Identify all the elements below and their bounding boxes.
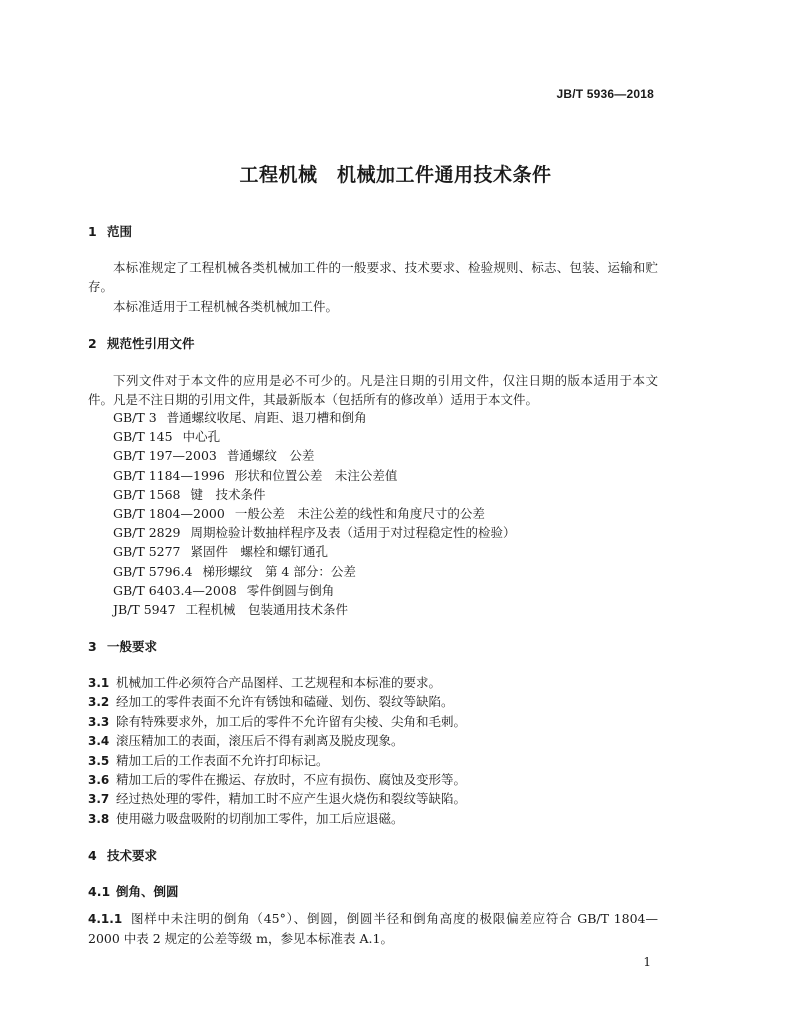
general-requirements-list — [88, 673, 466, 828]
clause-text: 除有特殊要求外，加工后的零件不允许留有尖棱、尖角和毛刺。 — [116, 713, 467, 729]
clause-number: 3.5 — [88, 753, 110, 768]
reference-title: 形状和位置公差 未注公差值 — [234, 467, 398, 483]
section-number: 1 — [88, 224, 97, 239]
reference-list — [113, 408, 516, 619]
clause-4-1-1 — [88, 909, 658, 948]
reference-code: GB/T 1804—2000 — [113, 505, 225, 521]
section-number: 4 — [88, 848, 97, 863]
clause-number: 4.1.1 — [88, 912, 123, 926]
clause-text: 机械加工件必须符合产品图样、工艺规程和本标准的要求。 — [116, 675, 442, 690]
clause-item — [88, 692, 466, 711]
subsection-number: 4.1 — [88, 884, 111, 899]
section-number: 3 — [88, 639, 97, 654]
document-title: 工程机械 机械加工件通用技术条件 — [239, 164, 552, 186]
section-title: 范围 — [107, 224, 133, 239]
reference-title: 梯形螺纹 第 4 部分：公差 — [202, 563, 356, 579]
section-4-heading — [88, 846, 157, 864]
reference-code: GB/T 5796.4 — [113, 563, 193, 579]
clause-text: 使用磁力吸盘吸附的切削加工零件，加工后应退磁。 — [116, 810, 404, 826]
reference-title: 工程机械 包装通用技术条件 — [185, 601, 349, 617]
reference-item — [113, 504, 516, 523]
reference-title: 普通螺纹收尾、肩距、退刀槽和倒角 — [166, 410, 367, 425]
clause-number: 3.8 — [88, 811, 110, 826]
reference-code: GB/T 1568 — [113, 486, 181, 502]
section-number: 2 — [88, 336, 97, 351]
reference-code: GB/T 145 — [113, 429, 173, 445]
clause-text: 滚压精加工的表面，滚压后不得有剥离及脱皮现象。 — [116, 733, 404, 749]
reference-code: GB/T 2829 — [113, 525, 181, 541]
references-intro: 下列文件对于本文件的应用是必不可少的。凡是注日期的引用文件，仅注日期的版本适用于本文件。凡是不注日期的引用文件，其最新版本（包括所有的修改单）适用于本文件。 — [88, 373, 658, 407]
reference-title: 键 技术条件 — [190, 486, 266, 502]
reference-item — [113, 446, 516, 465]
reference-item — [113, 581, 516, 600]
page-number: 1 — [643, 955, 651, 969]
reference-item — [113, 427, 516, 446]
reference-code: GB/T 197—2003 — [113, 448, 217, 464]
reference-title: 一般公差 未注公差的线性和角度尺寸的公差 — [234, 505, 485, 521]
reference-item — [113, 408, 516, 427]
clause-item — [88, 789, 466, 808]
clause-text: 经加工的零件表面不允许有锈蚀和磕碰、划伤、裂纹等缺陷。 — [116, 694, 454, 710]
section-2-heading — [88, 334, 195, 352]
clause-text: 经过热处理的零件，精加工时不应产生退火烧伤和裂纹等缺陷。 — [116, 791, 467, 807]
clause-number: 3.3 — [88, 714, 110, 729]
reference-item — [113, 562, 516, 581]
clause-item — [88, 809, 466, 828]
section-3-heading — [88, 637, 157, 655]
subsection-title: 倒角、倒圆 — [116, 884, 179, 899]
section-title: 技术要求 — [107, 848, 158, 863]
clause-item — [88, 770, 466, 789]
reference-item — [113, 466, 516, 485]
reference-code: GB/T 1184—1996 — [113, 467, 225, 483]
clause-item — [88, 751, 466, 770]
reference-code: GB/T 5277 — [113, 544, 181, 560]
scope-paragraph-1: 本标准规定了工程机械各类机械加工件的一般要求、技术要求、检验规则、标志、包装、运输和贮存。 — [88, 260, 658, 294]
scope-paragraph-2: 本标准适用于工程机械各类机械加工件。 — [113, 299, 339, 314]
reference-title: 中心孔 — [182, 429, 221, 445]
clause-number: 3.7 — [88, 792, 110, 807]
reference-code: GB/T 6403.4—2008 — [113, 582, 237, 598]
section-1-heading — [88, 222, 132, 240]
reference-title: 普通螺纹 公差 — [226, 448, 315, 464]
clause-text: 精加工后的零件在搬运、存放时，不应有损伤、腐蚀及变形等。 — [116, 771, 467, 787]
reference-code: GB/T 3 — [113, 410, 157, 425]
reference-item — [113, 523, 516, 542]
clause-number: 3.6 — [88, 772, 110, 787]
clause-item — [88, 731, 466, 750]
reference-item — [113, 485, 516, 504]
reference-title: 零件倒圆与倒角 — [246, 582, 335, 598]
reference-title: 周期检验计数抽样程序及表（适用于对过程稳定性的检验） — [190, 525, 516, 541]
clause-text: 精加工后的工作表面不允许打印标记。 — [116, 752, 329, 768]
reference-code: JB/T 5947 — [113, 601, 176, 617]
clause-item — [88, 712, 466, 731]
subsection-4-1-heading — [88, 882, 179, 900]
reference-item — [113, 542, 516, 561]
clause-item — [88, 673, 466, 692]
reference-item — [113, 600, 516, 619]
section-title: 一般要求 — [107, 639, 158, 654]
section-title: 规范性引用文件 — [107, 336, 195, 351]
standard-code: JB/T 5936—2018 — [556, 87, 654, 101]
clause-number: 3.2 — [88, 695, 110, 710]
clause-number: 3.1 — [88, 676, 110, 690]
clause-text: 图样中未注明的倒角（45°）、倒圆，倒圆半径和倒角高度的极限偏差应符合 GB/T 1804—2000 中表 2 规定的公差等级 m，参见本标准表 A.1。 — [88, 911, 658, 946]
clause-number: 3.4 — [88, 734, 110, 749]
reference-title: 紧固件 螺栓和螺钉通孔 — [190, 544, 329, 560]
